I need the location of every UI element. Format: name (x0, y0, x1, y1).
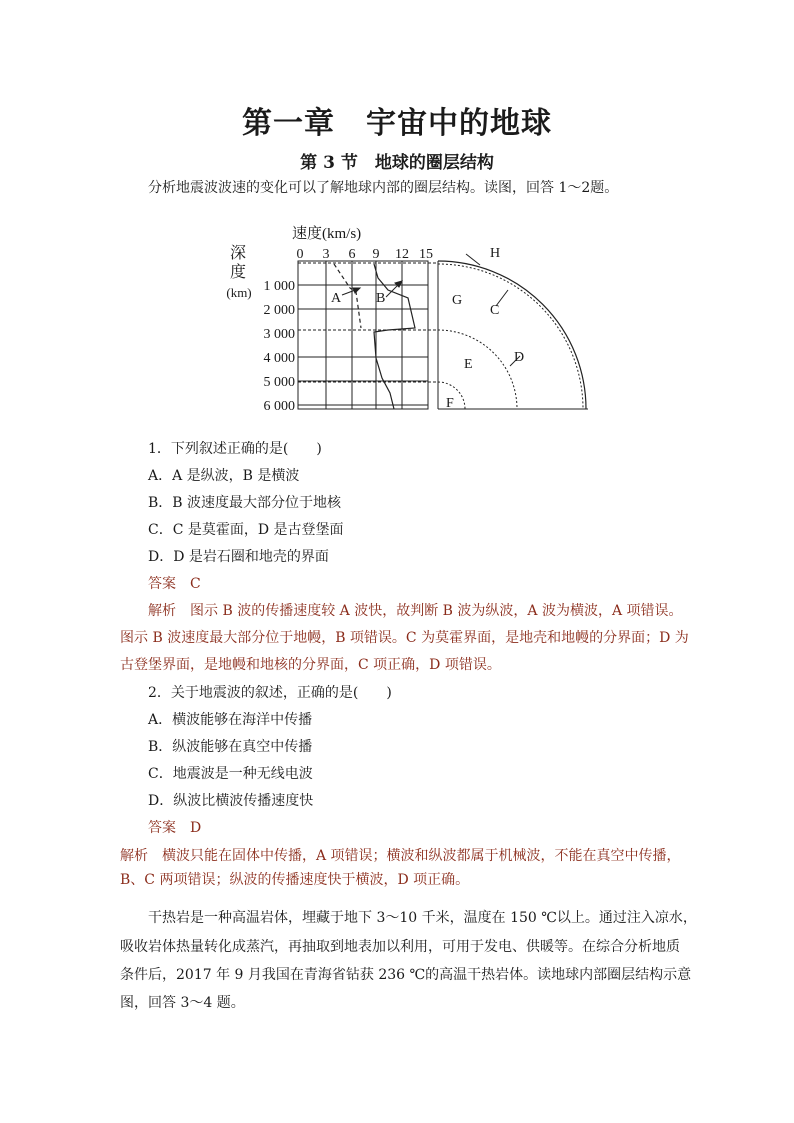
question-1-analysis-line: 古登堡界面，是地幔和地核的分界面，C 项正确，D 项错误。 (120, 657, 501, 673)
depth-tick: 1 000 (263, 279, 295, 294)
question-1-analysis-line: 图示 B 波速度最大部分位于地幔，B 项错误。C 为莫霍界面，是地壳和地幔的分界面；D 为 (120, 630, 689, 646)
passage-line: 条件后，2017 年 9 月我国在青海省钻获 236 ℃的高温干热岩体。读地球内部圈层结构示意 (120, 967, 692, 983)
passage-line: 图，回答 3～4 题。 (120, 995, 245, 1011)
intro-text: 分析地震波波速的变化可以了解地球内部的圈层结构。读图，回答 1～2题。 (148, 180, 619, 196)
boundary-lines (298, 263, 436, 382)
question-1-option: B．B 波速度最大部分位于地核 (148, 495, 342, 511)
speed-tick: 6 (348, 247, 356, 262)
label-d: D (514, 350, 525, 365)
speed-depth-grid (298, 261, 428, 409)
question-1-analysis-line: 解析 图示 B 波的传播速度较 A 波快，故判断 B 波为纵波，A 波为横波，A 项错误。 (148, 603, 683, 619)
speed-tick: 0 (296, 247, 304, 262)
label-c: C (490, 303, 500, 318)
question-1-option: D．D 是岩石圈和地壳的界面 (148, 549, 329, 565)
question-1-option: A．A 是纵波，B 是横波 (148, 468, 300, 484)
chapter-title: 第一章 宇宙中的地球 (242, 106, 552, 141)
section-title: 第 3 节 地球的圈层结构 (300, 153, 494, 173)
question-2-stem: 2．关于地震波的叙述，正确的是( ) (148, 685, 392, 701)
question-2-analysis-line: 解析 横波只能在固体中传播，A 项错误；横波和纵波都属于机械波，不能在真空中传播， (120, 848, 681, 864)
question-2-option: A．横波能够在海洋中传播 (148, 712, 313, 728)
speed-tick: 15 (419, 247, 433, 262)
speed-tick: 9 (372, 247, 380, 262)
label-g: G (452, 293, 463, 308)
label-b: B (376, 291, 386, 306)
depth-tick: 4 000 (263, 351, 295, 366)
question-2-option: B．纵波能够在真空中传播 (148, 739, 313, 755)
depth-unit: (km) (226, 285, 252, 300)
question-2-option: D．纵波比横波传播速度快 (148, 793, 314, 809)
earth-quarter (438, 254, 588, 409)
question-1-answer: 答案 C (148, 576, 201, 592)
speed-axis-label: 速度(km/s) (292, 226, 362, 242)
question-2-answer: 答案 D (148, 820, 202, 836)
depth-tick: 5 000 (263, 375, 295, 390)
label-a: A (331, 291, 342, 306)
question-2-analysis-line: B、C 两项错误；纵波的传播速度快于横波，D 项正确。 (120, 872, 470, 888)
depth-tick: 3 000 (263, 327, 295, 342)
passage-line: 干热岩是一种高温岩体，埋藏于地下 3～10 千米，温度在 150 ℃以上。通过注入凉水， (148, 910, 697, 926)
depth-tick: 2 000 (263, 303, 295, 318)
label-e: E (464, 357, 473, 372)
depth-tick: 6 000 (263, 399, 295, 414)
speed-tick: 12 (395, 247, 409, 262)
label-f: F (446, 396, 454, 411)
depth-label-char: 度 (229, 264, 247, 281)
seismic-wave-figure (218, 218, 598, 418)
depth-label-char: 深 (229, 245, 247, 262)
question-2-option: C．地震波是一种无线电波 (148, 766, 313, 782)
wave-b-curve (374, 264, 415, 409)
question-1-option: C．C 是莫霍面，D 是古登堡面 (148, 522, 344, 538)
label-h: H (490, 246, 501, 261)
question-1-stem: 1．下列叙述正确的是( ) (148, 441, 322, 457)
passage-line: 吸收岩体热量转化成蒸汽，再抽取到地表加以利用，可用于发电、供暖等。在综合分析地质 (120, 939, 680, 955)
speed-tick: 3 (322, 247, 330, 262)
